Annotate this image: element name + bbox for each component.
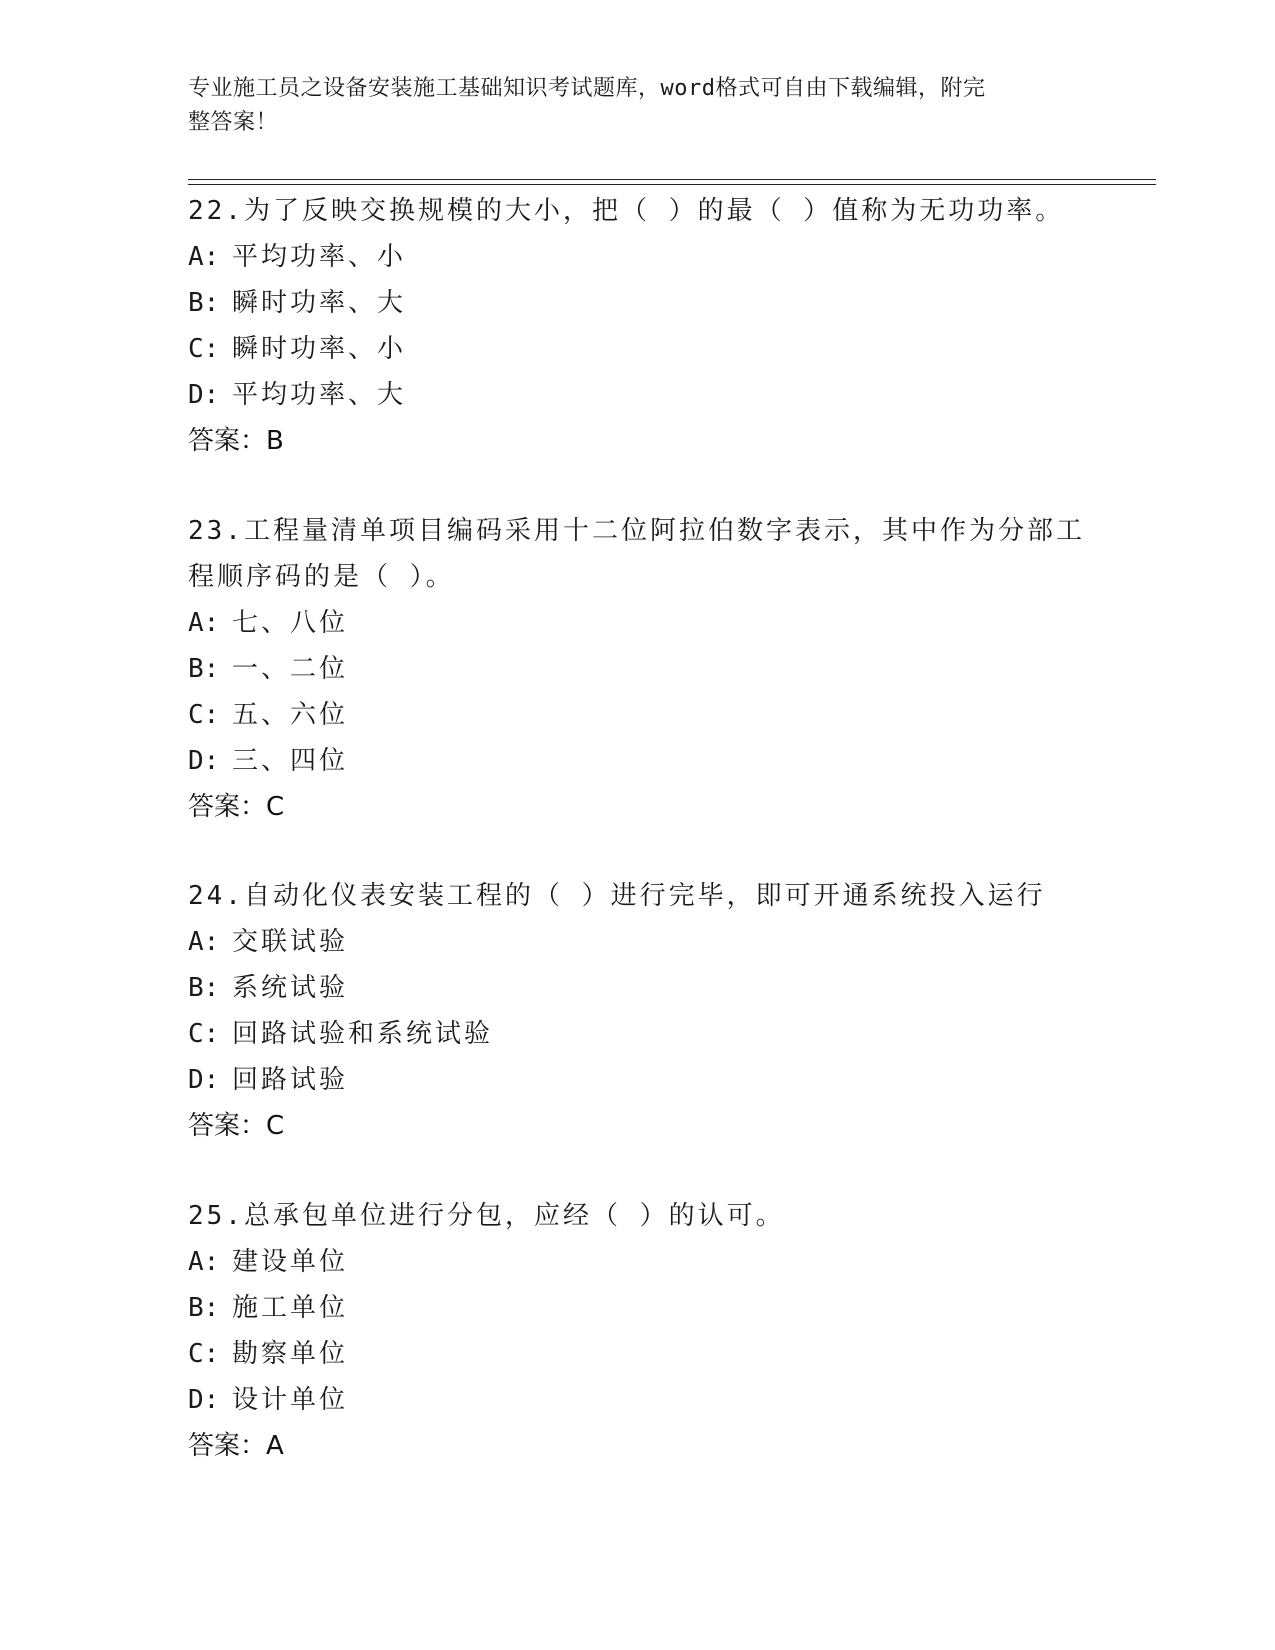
answer: 答案：C: [188, 792, 285, 822]
option-text: 瞬时功率、小: [232, 334, 407, 364]
option-d: [188, 372, 1088, 418]
option-b: [188, 965, 1088, 1011]
option-key: D:: [188, 746, 220, 776]
option-c: [188, 692, 1088, 738]
question-stem: 25.总承包单位进行分包，应经（ ）的认可。: [188, 1201, 785, 1231]
option-a: [188, 234, 1088, 280]
question-24: [188, 873, 1088, 1149]
option-text: 系统试验: [232, 973, 349, 1003]
option-d: [188, 1057, 1088, 1103]
option-text: 五、六位: [232, 700, 349, 730]
option-key: B:: [188, 1293, 220, 1323]
option-key: D:: [188, 1065, 220, 1095]
header-divider-bottom: [188, 184, 1156, 185]
option-d: [188, 738, 1088, 784]
option-key: A:: [188, 1247, 220, 1277]
option-b: [188, 280, 1088, 326]
option-text: 建设单位: [232, 1247, 349, 1277]
option-b: [188, 646, 1088, 692]
option-key: B:: [188, 654, 220, 684]
option-key: A:: [188, 927, 220, 957]
answer: 答案：B: [188, 426, 284, 456]
question-stem-line-2: 程顺序码的是（ ）。: [188, 562, 455, 592]
question-25: [188, 1193, 1088, 1469]
option-text: 回路试验: [232, 1065, 349, 1095]
answer: 答案：A: [188, 1431, 284, 1461]
option-key: D:: [188, 1385, 220, 1415]
option-text: 一、二位: [232, 654, 349, 684]
option-c: [188, 1331, 1088, 1377]
option-text: 瞬时功率、大: [232, 288, 407, 318]
option-key: A:: [188, 242, 220, 272]
question-23: [188, 508, 1088, 830]
option-d: [188, 1377, 1088, 1423]
option-text: 七、八位: [232, 608, 349, 638]
option-a: [188, 919, 1088, 965]
option-key: B:: [188, 288, 220, 318]
option-a: [188, 600, 1088, 646]
option-c: [188, 326, 1088, 372]
option-key: C:: [188, 700, 220, 730]
header-line-2: 整答案！: [188, 110, 279, 135]
question-22: [188, 188, 1088, 464]
option-text: 回路试验和系统试验: [232, 1019, 494, 1049]
header-line-1: 专业施工员之设备安装施工基础知识考试题库，word格式可自由下载编辑，附完: [188, 76, 986, 101]
option-text: 设计单位: [232, 1385, 349, 1415]
option-text: 平均功率、小: [232, 242, 407, 272]
option-key: D:: [188, 380, 220, 410]
answer: 答案：C: [188, 1111, 285, 1141]
option-text: 施工单位: [232, 1293, 349, 1323]
document-header: [188, 72, 1068, 140]
option-b: [188, 1285, 1088, 1331]
option-key: C:: [188, 1339, 220, 1369]
option-c: [188, 1011, 1088, 1057]
option-key: A:: [188, 608, 220, 638]
option-text: 三、四位: [232, 746, 349, 776]
question-stem-line-1: 23.工程量清单项目编码采用十二位阿拉伯数字表示，其中作为分部工: [188, 516, 1085, 546]
question-stem: 24.自动化仪表安装工程的（ ）进行完毕，即可开通系统投入运行: [188, 881, 1046, 911]
option-key: C:: [188, 1019, 220, 1049]
header-divider-top: [188, 179, 1156, 180]
option-text: 平均功率、大: [232, 380, 407, 410]
option-key: B:: [188, 973, 220, 1003]
option-text: 交联试验: [232, 927, 349, 957]
option-a: [188, 1239, 1088, 1285]
option-key: C:: [188, 334, 220, 364]
option-text: 勘察单位: [232, 1339, 349, 1369]
question-stem: 22.为了反映交换规模的大小，把（ ）的最（ ）值称为无功功率。: [188, 196, 1065, 226]
